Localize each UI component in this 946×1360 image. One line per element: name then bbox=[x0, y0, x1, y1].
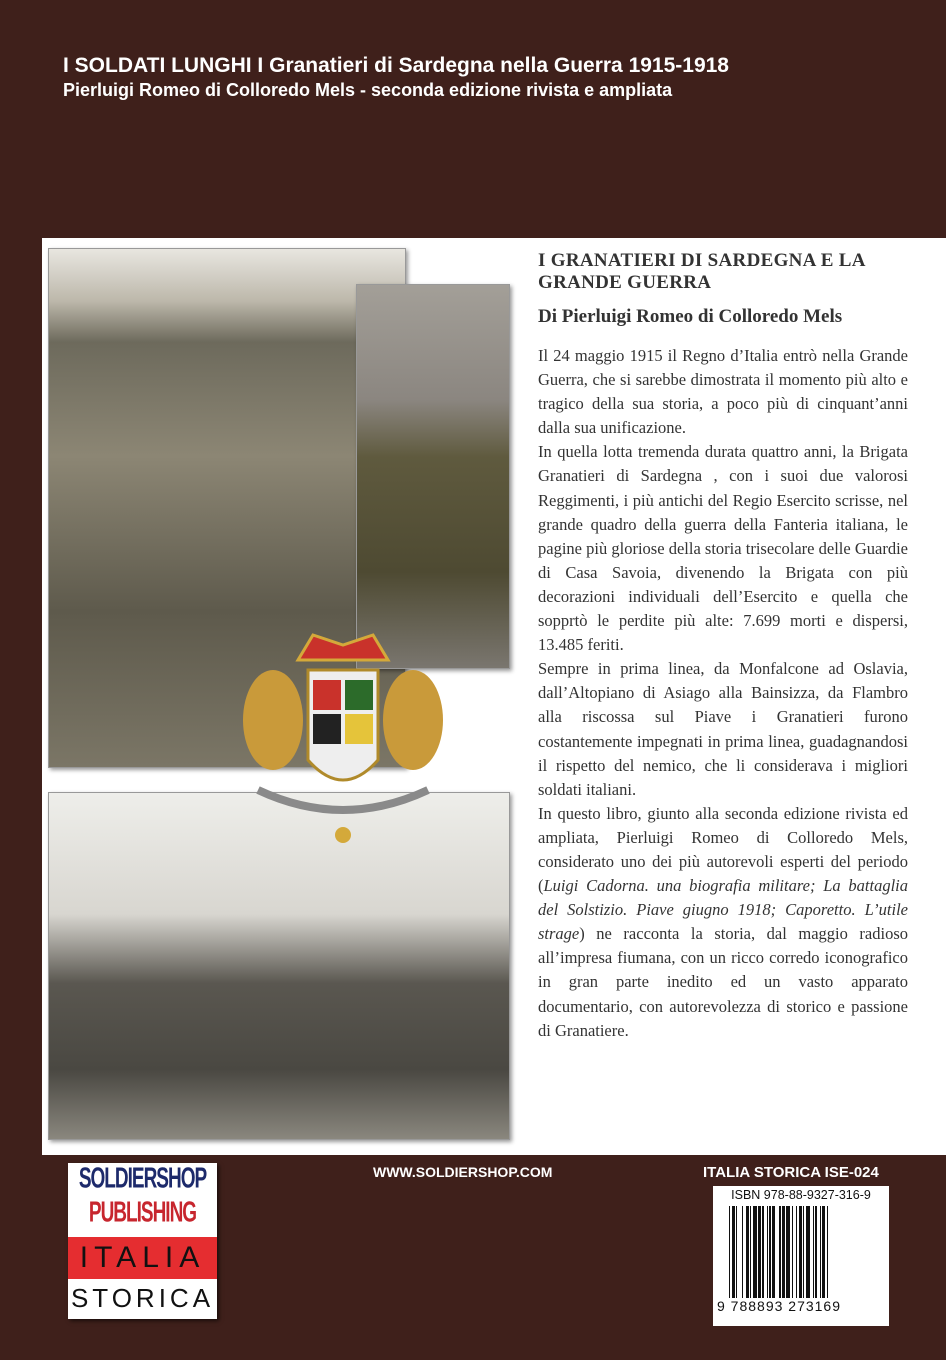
isbn-text: ISBN 978-88-9327-316-9 bbox=[731, 1188, 871, 1202]
series-label: ITALIA STORICA ISE-024 bbox=[703, 1164, 879, 1181]
logo-line: SOLDIERSHOP bbox=[78, 1163, 207, 1195]
cover-title: I SOLDATI LUNGHI I Granatieri di Sardegna nella Guerra 1915-1918 bbox=[63, 54, 729, 77]
cited-works: Luigi Cadorna. una biografia militare; La battaglia del Solstizio. Piave giugno 1918; Caporetto. L’utile strage bbox=[538, 876, 908, 944]
author-byline: Di Pierluigi Romeo di Colloredo Mels bbox=[538, 306, 843, 327]
website-url: WWW.SOLDIERSHOP.COM bbox=[373, 1164, 553, 1180]
paragraph: In quella lotta tremenda durata quattro anni, la Brigata Granatieri di Sardegna , con i suoi due valorosi Reggimenti, i più antichi del Regio Esercito scrisse, nel grande quadro della guerra della Fanteria italiana, le pagine più gloriose della storia trisecolare delle Guardie di Casa Savoia, divenendo la Brigata con più decorazioni individuali dell’Esercito e quella che sopprtò le perdite più alte: 7.699 morti e dispersi, 13.485 feriti. bbox=[538, 442, 908, 655]
granatiere-portrait-photo bbox=[356, 284, 510, 669]
section-title: I GRANATIERI DI SARDEGNA E LA GRANDE GUERRA bbox=[538, 250, 865, 293]
logo-line: STORICA bbox=[70, 1283, 215, 1313]
coat-of-arms-icon bbox=[238, 630, 448, 850]
barcode-bar bbox=[828, 1206, 829, 1298]
barcode-digits: 9 788893 273169 bbox=[717, 1298, 841, 1314]
cover-subtitle: Pierluigi Romeo di Colloredo Mels - seconda edizione rivista e ampliata bbox=[63, 80, 673, 100]
description-column bbox=[538, 250, 908, 1043]
paragraph-text: ) ne racconta la storia, dal maggio radioso all’impresa fiumana, con un ricco corredo iconografico in gran parte inedito ed un vasto apparato documentario, con autorevolezza di storico e passione di Granatiere. bbox=[538, 924, 908, 1040]
logo-line: PUBLISHING bbox=[88, 1197, 197, 1229]
logo-line: ITALIA bbox=[68, 1237, 217, 1279]
barcode-box bbox=[713, 1186, 889, 1326]
paragraph: Sempre in prima linea, da Monfalcone ad Oslavia, dall’Altopiano di Asiago alla Bainsizza, da Flambro alla riscossa sul Piave i Granatieri furono costantemente impegnati in prima linea, guadagnandosi il rispetto del nemico, che li considerava i migliori soldati italiani. bbox=[538, 659, 908, 799]
paragraph: Il 24 maggio 1915 il Regno d’Italia entrò nella Grande Guerra, che si sarebbe dimostrata il momento più alto e tragico della sua storia, a poco più di cinquant’anni dalla sua unificazione. bbox=[538, 346, 908, 438]
barcode-icon bbox=[729, 1206, 889, 1298]
paragraph bbox=[538, 802, 908, 1043]
publisher-logo bbox=[68, 1163, 217, 1319]
paragraph-text: In questo libro, giunto alla seconda edizione rivista ed ampliata, Pierluigi Romeo di Colloredo Mels, considerato uno dei più autorevoli esperti del periodo ( bbox=[538, 803, 908, 896]
